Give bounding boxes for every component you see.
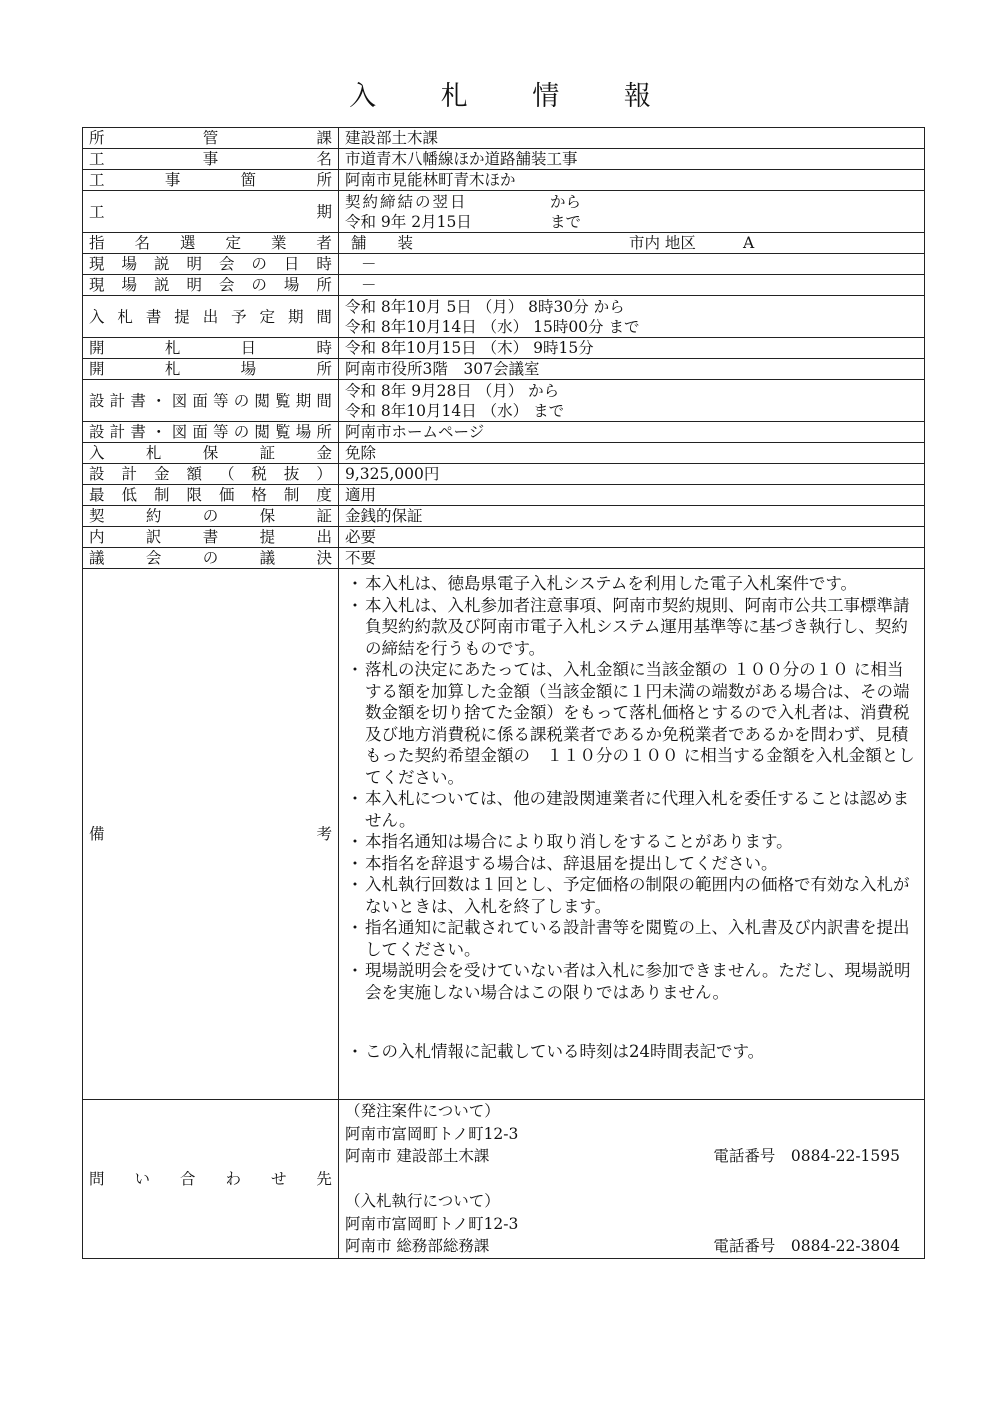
label-division — [83, 128, 339, 149]
row-council — [83, 548, 925, 569]
contact-order-tel: 電話番号 0884-22-1595 — [713, 1147, 900, 1165]
label-opening-place — [83, 359, 339, 380]
label-char: 札 — [145, 444, 162, 462]
row-viewing-period — [83, 380, 925, 422]
label-briefing-date — [83, 254, 339, 275]
label-min-price — [83, 485, 339, 506]
label-char: の — [233, 423, 250, 441]
label-char: 出 — [202, 307, 219, 326]
remarks-item-text: 本入札については、他の建設関連業者に代理入札を委任することは認めません。 — [365, 789, 910, 830]
label-char: 覧 — [275, 391, 291, 410]
value-contract-guarantee: 金銭的保証 — [339, 506, 925, 527]
page-title: 入 札 情 報 — [349, 81, 679, 112]
label-char: 備 — [89, 825, 105, 843]
viewing-end: 令和 8年10月14日 （水） まで — [345, 401, 565, 420]
label-char: 議 — [259, 549, 276, 567]
label-char: 度 — [316, 486, 332, 504]
label-viewing-place — [83, 422, 339, 443]
bullet: ・ — [346, 1042, 364, 1061]
label-char: 計 — [121, 465, 137, 483]
label-char: 書 — [202, 528, 219, 546]
value-selected — [339, 233, 925, 254]
label-char: 現 — [89, 255, 105, 273]
label-char: 制 — [153, 486, 170, 504]
remarks-item-text: 本入札は、入札参加者注意事項、阿南市契約規則、阿南市公共工事標準請負契約約款及び阿南市電子入札システム運用基準等に基づき執行し、契約の締結を行うものです。 — [365, 595, 910, 658]
label-char: 明 — [186, 276, 202, 294]
label-char: 所 — [316, 423, 332, 441]
label-char: 予 — [231, 307, 247, 326]
label-char: 抜 — [283, 465, 300, 483]
row-breakdown — [83, 527, 925, 548]
bullet: ・ — [346, 660, 364, 679]
label-char: 工 — [89, 150, 105, 168]
label-char: 額 — [186, 465, 202, 483]
value-deposit: 免除 — [339, 443, 925, 464]
label-char: 名 — [134, 234, 150, 252]
label-char: ） — [316, 465, 332, 483]
remarks-item-text: 入札執行回数は１回とし、予定価格の制限の範囲内の価格で有効な入札がないときは、入札を終了します。 — [365, 875, 910, 916]
label-char: 工 — [89, 202, 105, 221]
label-char: 限 — [186, 486, 202, 504]
viewing-start: 令和 8年 9月28日 （月） から — [345, 381, 560, 400]
label-design-amount — [83, 464, 339, 485]
label-char: 開 — [89, 339, 105, 357]
row-min-price — [83, 485, 925, 506]
value-contact — [339, 1100, 925, 1259]
value-remarks — [339, 569, 925, 1100]
label-char: 計 — [109, 391, 126, 410]
label-char: 定 — [259, 307, 276, 326]
label-char: 事 — [202, 150, 219, 168]
contact-exec-line — [345, 1235, 918, 1258]
label-char: 設 — [89, 423, 105, 441]
bullet: ・ — [346, 595, 364, 615]
label-char: 問 — [89, 1169, 105, 1188]
label-char: 会 — [218, 255, 235, 273]
label-char: 出 — [316, 528, 332, 546]
period-start: 契約締結の翌日 — [345, 192, 468, 211]
label-char: 提 — [174, 307, 190, 326]
bullet: ・ — [346, 853, 364, 873]
label-char: 書 — [145, 307, 162, 326]
label-viewing-period — [83, 380, 339, 422]
bullet: ・ — [346, 832, 364, 851]
label-char: 場 — [295, 423, 312, 441]
remarks-final-item — [345, 1041, 918, 1063]
remarks-item — [345, 573, 918, 595]
contact-exec-dept: 阿南市 総務部総務課 — [345, 1237, 490, 1255]
label-char: 面 — [192, 423, 208, 441]
label-char: 事 — [164, 171, 181, 189]
period-start-suffix: から — [550, 192, 582, 211]
row-submission — [83, 296, 925, 338]
row-location — [83, 170, 925, 191]
label-char: 選 — [179, 234, 196, 252]
value-viewing-place: 阿南市ホームページ — [339, 422, 925, 443]
value-viewing-period — [339, 380, 925, 422]
label-char: の — [251, 276, 267, 294]
label-char: 入 — [89, 307, 105, 326]
label-char: 書 — [130, 391, 146, 410]
value-opening-place: 阿南市役所3階 307会議室 — [339, 359, 925, 380]
value-period — [339, 191, 925, 233]
selected-area: 市内 地区 — [629, 234, 696, 252]
label-char: 等 — [213, 391, 229, 410]
label-remarks — [83, 569, 339, 1100]
remarks-item — [345, 853, 918, 875]
label-char: わ — [225, 1169, 241, 1188]
remarks-item-text: 指名通知に記載されている設計書等を閲覧の上、入札書及び内訳書を提出してください。 — [365, 918, 910, 959]
label-char: 時 — [316, 339, 332, 357]
label-char: 明 — [186, 255, 202, 273]
label-char: 説 — [153, 255, 170, 273]
label-char: 証 — [316, 507, 332, 525]
row-opening-date — [83, 338, 925, 359]
row-briefing-date — [83, 254, 925, 275]
period-end: 令和 9年 2月15日 — [345, 212, 472, 231]
row-deposit — [83, 443, 925, 464]
label-char: 所 — [316, 171, 332, 189]
label-char: 訳 — [145, 528, 162, 546]
label-char: い — [134, 1169, 150, 1188]
selected-grade: A — [743, 234, 755, 252]
label-char: 書 — [130, 423, 146, 441]
label-char: 日 — [240, 339, 257, 357]
contact-exec-tel: 電話番号 0884-22-3804 — [713, 1237, 900, 1255]
bullet: ・ — [346, 875, 364, 894]
label-submission — [83, 296, 339, 338]
value-briefing-place: － — [339, 275, 925, 296]
label-opening-date — [83, 338, 339, 359]
value-council: 不要 — [339, 548, 925, 569]
bid-info-table — [82, 127, 925, 1259]
label-char: 札 — [117, 307, 133, 326]
label-char: 図 — [171, 391, 188, 410]
remarks-item — [345, 874, 918, 917]
label-char: 保 — [202, 444, 219, 462]
remarks-item-text: 本指名通知は場合により取り消しをすることがあります。 — [365, 832, 793, 851]
label-char: 期 — [287, 307, 304, 326]
label-char: 格 — [251, 486, 267, 504]
selected-type: 舗 装 — [351, 234, 414, 252]
submission-end: 令和 8年10月14日 （水） 15時00分 まで — [345, 317, 640, 336]
contact-order-line — [345, 1145, 918, 1168]
label-char: 税 — [251, 465, 267, 483]
label-breakdown — [83, 527, 339, 548]
label-char: 現 — [89, 276, 105, 294]
row-selected — [83, 233, 925, 254]
remarks-item — [345, 917, 918, 960]
label-location — [83, 170, 339, 191]
label-char: 保 — [259, 507, 276, 525]
row-briefing-place — [83, 275, 925, 296]
row-viewing-place — [83, 422, 925, 443]
remarks-item — [345, 831, 918, 853]
label-contact — [83, 1100, 339, 1259]
label-char: 工 — [89, 171, 105, 189]
contact-order-dept: 阿南市 建設部土木課 — [345, 1147, 490, 1165]
row-remarks — [83, 569, 925, 1100]
row-contact — [83, 1100, 925, 1259]
value-breakdown: 必要 — [339, 527, 925, 548]
label-char: 所 — [316, 276, 332, 294]
label-char: 場 — [121, 276, 137, 294]
remarks-item-text: 現場説明会を受けていない者は入札に参加できません。ただし、現場説明会を実施しない場合はこの限りではありません。 — [365, 961, 911, 1002]
label-char: 閲 — [254, 391, 270, 410]
label-char: 計 — [109, 423, 126, 441]
value-opening-date: 令和 8年10月15日 （木） 9時15分 — [339, 338, 925, 359]
remarks-item-text: 本入札は、徳島県電子入札システムを利用した電子入札案件です。 — [365, 574, 858, 593]
label-char: 間 — [316, 307, 332, 326]
bullet: ・ — [346, 961, 364, 980]
remarks-item-text: 本指名を辞退する場合は、辞退届を提出してください。 — [365, 853, 778, 873]
label-char: 場 — [121, 255, 137, 273]
contact-order-address: 阿南市富岡町トノ町12-3 — [345, 1124, 519, 1143]
label-char: 札 — [164, 360, 181, 378]
row-opening-place — [83, 359, 925, 380]
row-design-amount — [83, 464, 925, 485]
label-char: 者 — [316, 234, 332, 252]
label-char: の — [202, 549, 219, 567]
label-council — [83, 548, 339, 569]
label-char: 覧 — [275, 423, 291, 441]
label-char: せ — [270, 1169, 287, 1188]
value-work-name: 市道青木八幡線ほか道路舗装工事 — [339, 149, 925, 170]
row-period — [83, 191, 925, 233]
label-char: 提 — [259, 528, 276, 546]
contact-order-heading: （発注案件について） — [345, 1102, 500, 1120]
label-char: 箇 — [240, 171, 257, 189]
label-char: 最 — [89, 486, 105, 504]
label-char: 価 — [218, 486, 235, 504]
label-char: 業 — [270, 234, 287, 252]
label-char: 会 — [218, 276, 235, 294]
label-char: 証 — [259, 444, 276, 462]
label-work-name — [83, 149, 339, 170]
label-char: （ — [218, 465, 235, 483]
label-char: 管 — [202, 129, 219, 147]
label-char: 契 — [89, 507, 105, 525]
label-char: 開 — [89, 360, 105, 378]
label-char: 指 — [89, 234, 105, 252]
label-char: 金 — [153, 465, 170, 483]
remarks-item — [345, 788, 918, 831]
submission-start: 令和 8年10月 5日 （月） 8時30分 から — [345, 297, 625, 316]
label-char: 議 — [89, 549, 105, 567]
label-char: 期 — [295, 391, 312, 410]
value-location: 阿南市見能林町青木ほか — [339, 170, 925, 191]
label-char: 考 — [316, 825, 332, 843]
label-char: 閲 — [254, 423, 270, 441]
bullet: ・ — [346, 918, 364, 937]
label-char: 入 — [89, 444, 105, 462]
bullet: ・ — [346, 574, 364, 593]
label-briefing-place — [83, 275, 339, 296]
row-work-name — [83, 149, 925, 170]
contact-exec-address: 阿南市富岡町トノ町12-3 — [345, 1214, 519, 1233]
label-char: 所 — [89, 129, 105, 147]
label-char: 期 — [316, 202, 332, 221]
value-design-amount: 9,325,000円 — [339, 464, 925, 485]
value-division: 建設部土木課 — [339, 128, 925, 149]
label-char: 先 — [316, 1169, 332, 1188]
label-char: 低 — [121, 486, 137, 504]
label-char: 場 — [283, 276, 300, 294]
label-selected — [83, 233, 339, 254]
period-end-suffix: まで — [550, 212, 582, 231]
label-char: 合 — [179, 1169, 196, 1188]
remarks-list — [345, 573, 918, 1003]
label-char: 定 — [225, 234, 241, 252]
label-char: 場 — [240, 360, 257, 378]
label-char: ・ — [151, 391, 167, 410]
label-char: の — [233, 391, 250, 410]
label-char: 金 — [316, 444, 332, 462]
label-char: の — [202, 507, 219, 525]
remarks-item — [345, 960, 918, 1003]
label-char: 内 — [89, 528, 105, 546]
label-char: 設 — [89, 391, 105, 410]
label-char: 面 — [192, 391, 208, 410]
label-char: 約 — [145, 507, 162, 525]
row-contract-guarantee — [83, 506, 925, 527]
label-char: の — [251, 255, 267, 273]
contact-exec-heading: （入札執行について） — [345, 1192, 500, 1210]
remarks-item-text: 落札の決定にあたっては、入札金額に当該金額の １００分の１０ に相当する額を加算した金額（当該金額に１円未満の端数がある場合は、その端数金額を切り捨てた金額）をもって落札価格とするので入札者は、消費税及び地方消費税に係る課税業者であるか免税業者であるかを問わず、見積もった契約希望金額の １１０分の１００ に相当する金額を入札金額としてください。 — [365, 660, 915, 787]
label-char: 制 — [283, 486, 300, 504]
label-char: 会 — [145, 549, 162, 567]
label-contract-guarantee — [83, 506, 339, 527]
label-char: 札 — [164, 339, 181, 357]
label-char: 日 — [283, 255, 300, 273]
label-char: 図 — [171, 423, 188, 441]
label-char: 間 — [316, 391, 332, 410]
row-division — [83, 128, 925, 149]
label-char: 等 — [213, 423, 229, 441]
remarks-final-text: この入札情報に記載している時刻は24時間表記です。 — [365, 1042, 765, 1061]
value-submission — [339, 296, 925, 338]
label-char: 課 — [316, 129, 332, 147]
label-char: 時 — [316, 255, 332, 273]
remarks-item — [345, 659, 918, 788]
value-briefing-date: － — [339, 254, 925, 275]
label-char: 決 — [316, 549, 332, 567]
label-char: ・ — [151, 423, 167, 441]
label-char: 所 — [316, 360, 332, 378]
value-min-price: 適用 — [339, 485, 925, 506]
label-char: 名 — [316, 150, 332, 168]
label-deposit — [83, 443, 339, 464]
label-char: 設 — [89, 465, 105, 483]
label-char: 説 — [153, 276, 170, 294]
remarks-item — [345, 595, 918, 660]
bullet: ・ — [346, 789, 364, 808]
label-period — [83, 191, 339, 233]
